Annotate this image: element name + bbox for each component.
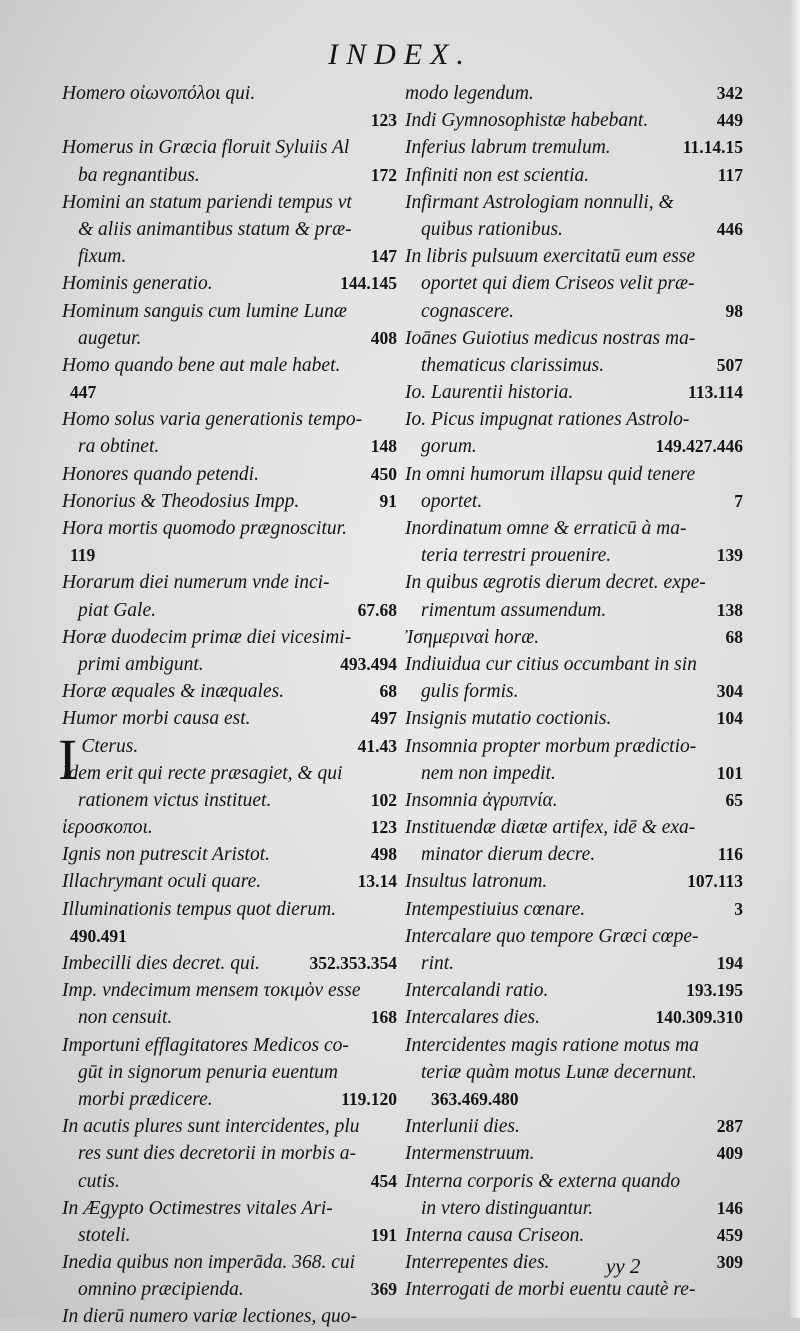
entry-text: Interna causa Criseon. — [405, 1224, 585, 1246]
index-entry — [62, 1032, 397, 1114]
entry-text — [58, 726, 139, 792]
entry-text: Illachrymant oculi quare. — [62, 871, 262, 893]
index-entry — [405, 379, 743, 406]
entry-text: Io. Picus impugnat rationes Astrolo- — [405, 409, 690, 431]
page-reference: 98 — [725, 300, 743, 321]
entry-text: Interna corporis & externa quando — [405, 1170, 681, 1192]
entry-text: oportet. — [421, 490, 483, 512]
entry-text: fixum. — [78, 246, 127, 268]
entry-text: In dierū numero variæ lectiones, quo- — [62, 1306, 357, 1328]
index-entry — [405, 569, 743, 623]
entry-text: minator dierum decre. — [421, 844, 596, 866]
entry-text: teria terrestri prouenire. — [421, 545, 612, 567]
page-reference: 7 — [734, 490, 743, 511]
entry-text: Intermenstruum. — [405, 1143, 535, 1165]
index-entry — [405, 162, 743, 189]
index-entry — [62, 705, 397, 732]
entry-text: Hominum sanguis cum lumine Lunæ — [62, 300, 347, 322]
page-reference: 119.120 — [341, 1088, 397, 1109]
page-reference: 116 — [717, 844, 743, 865]
entry-text: stoteli. — [78, 1224, 131, 1246]
entry-text: morbi prædicere. — [78, 1088, 213, 1110]
entry-text: Homo solus varia generationis tempo- — [62, 409, 363, 431]
index-entry — [62, 678, 397, 705]
entry-text: Homini an statum pariendi tempus vt — [62, 191, 352, 213]
index-entry — [62, 352, 397, 406]
index-entry — [405, 189, 743, 243]
entry-text: nem non impedit. — [421, 762, 556, 784]
index-entry — [62, 868, 397, 895]
page-reference: 408 — [370, 327, 397, 348]
entry-text: Interrogati de morbi euentu cautè re- — [405, 1279, 696, 1301]
page-reference: 148 — [370, 436, 397, 457]
entry-text: Homo quando bene aut male habet. — [62, 354, 341, 376]
entry-text: In omni humorum illapsu quid tenere — [405, 463, 696, 485]
entry-text: Intercalandi ratio. — [405, 980, 549, 1002]
index-entry — [62, 841, 397, 868]
entry-text: Imbecilli dies decret. qui. — [62, 953, 261, 974]
entry-text: Importuni efflagitatores Medicos co- — [62, 1034, 349, 1056]
entry-text: Insomnia ἀγρυπνία. — [405, 789, 558, 811]
index-entry — [62, 515, 397, 569]
index-entry — [62, 298, 397, 352]
index-entry — [405, 406, 743, 460]
drop-cap: I — [58, 726, 78, 792]
page-reference: 194 — [716, 953, 743, 973]
index-entry — [405, 814, 743, 868]
index-entry — [62, 950, 397, 977]
page-edge — [790, 0, 800, 1318]
page-reference: 113.114 — [688, 382, 743, 403]
entry-text: modo legendum. — [405, 83, 534, 104]
index-entry — [405, 787, 743, 814]
page-reference: 490.491 — [70, 925, 127, 946]
index-entry — [405, 134, 743, 161]
index-entry — [405, 1222, 743, 1249]
entry-text: teriæ quàm motus Lunæ decernunt. — [421, 1061, 697, 1083]
entry-text: Honores quando petendi. — [62, 463, 259, 485]
page-reference: 172 — [370, 164, 397, 185]
entry-text: Imp. vndecimum mensem τοκιμὸν esse — [62, 980, 361, 1002]
index-entry — [405, 896, 743, 923]
entry-text: cutis. — [78, 1170, 120, 1192]
page-reference: 65 — [725, 789, 743, 810]
entry-text: ἱεροσκοποι. — [62, 817, 153, 839]
page-reference: 497 — [370, 708, 397, 729]
entry-text: rimentum assumendum. — [421, 599, 607, 621]
page-reference: 123 — [370, 817, 397, 838]
page-reference: 352.353.354 — [309, 953, 397, 973]
entry-text: Intercalare quo tempore Græci cœpe- — [405, 925, 699, 947]
index-entry — [62, 814, 397, 841]
index-column-left — [58, 80, 397, 1331]
index-entry — [62, 80, 397, 134]
entry-text: Intercidentes magis ratione motus ma — [405, 1034, 699, 1056]
index-entry — [405, 80, 743, 107]
index-entry — [405, 515, 743, 569]
page-reference: 67.68 — [357, 599, 397, 620]
entry-text: oportet qui diem Criseos velit præ- — [421, 273, 695, 295]
entry-text: Idem erit qui recte præsagiet, & qui — [62, 762, 343, 784]
page-reference: 446 — [716, 218, 743, 239]
page-reference: 104 — [716, 708, 743, 729]
entry-text: Ioānes Guiotius medicus nostras ma- — [405, 327, 696, 349]
entry-text: gorum. — [421, 436, 477, 458]
entry-text: res sunt dies decretorii in morbis a- — [78, 1143, 357, 1165]
entry-text: Honorius & Theodosius Impp. — [62, 490, 300, 512]
page-reference: 119 — [70, 545, 96, 566]
index-entry — [405, 651, 743, 705]
page-reference: 447 — [70, 382, 97, 403]
entry-text: thematicus clarissimus. — [421, 354, 605, 376]
index-entry — [405, 1113, 743, 1140]
entry-text: In quibus ægrotis dierum decret. expe- — [405, 572, 706, 594]
page-reference: 369 — [370, 1279, 397, 1300]
entry-text: Infiniti non est scientia. — [405, 164, 590, 186]
page-reference: 11.14.15 — [682, 137, 743, 158]
entry-text: Homero οἰωνοπόλοι qui. — [62, 83, 256, 104]
page-reference: 102 — [370, 789, 397, 810]
page-reference: 459 — [716, 1224, 743, 1245]
entry-text: Insultus latronum. — [405, 871, 548, 893]
index-entry — [62, 406, 397, 460]
index-entry — [405, 1032, 743, 1114]
page-reference: 146 — [716, 1197, 743, 1218]
page-reference: 168 — [370, 1007, 397, 1028]
page-reference: 191 — [370, 1224, 397, 1245]
entry-text: Ignis non putrescit Aristot. — [62, 844, 271, 866]
index-entry — [62, 270, 397, 297]
entry-text: Ἰσημεριναὶ horæ. — [405, 626, 540, 648]
entry-text: Inedia quibus non imperāda. 368. cui — [62, 1252, 356, 1274]
entry-text: gūt in signorum penuria euentum — [78, 1061, 338, 1083]
entry-text: Interlunii dies. — [405, 1116, 520, 1138]
entry-text: gulis formis. — [421, 681, 519, 703]
entry-text: Insomnia propter morbum prædictio- — [405, 735, 697, 757]
entry-text: Insignis mutatio coctionis. — [405, 708, 612, 730]
page-reference: 68 — [379, 681, 397, 702]
signature-mark: yy 2 — [606, 1254, 641, 1278]
entry-text: Intercalares dies. — [405, 1007, 541, 1029]
index-entry — [405, 325, 743, 379]
index-entry — [62, 977, 397, 1031]
page-reference: 454 — [370, 1170, 397, 1191]
entry-text: Instituendæ diætæ artifex, idē & exa- — [405, 817, 696, 839]
index-entry — [405, 624, 743, 651]
index-entry — [62, 134, 397, 188]
page-reference: 123 — [370, 110, 397, 131]
entry-text: & aliis animantibus statum & præ- — [78, 218, 352, 240]
page-reference: 450 — [370, 463, 397, 484]
page-reference: 13.14 — [357, 871, 397, 892]
entry-text: in vtero distinguantur. — [421, 1197, 594, 1219]
page-reference: 138 — [716, 599, 743, 620]
index-entry — [405, 733, 743, 787]
page-reference: 309 — [716, 1252, 743, 1273]
entry-text: Io. Laurentii historia. — [405, 382, 574, 404]
index-entry — [62, 760, 397, 814]
index-entry — [405, 107, 743, 134]
entry-text: In Ægypto Octimestres vitales Ari- — [62, 1197, 333, 1219]
entry-text: cognascere. — [421, 300, 514, 322]
page-reference: 342 — [716, 83, 743, 103]
entry-text: Hora mortis quomodo prægnoscitur. — [62, 518, 347, 539]
index-entry — [62, 1195, 397, 1249]
index-entry — [405, 923, 743, 977]
index-entry — [62, 896, 397, 950]
index-entry — [62, 1249, 397, 1303]
page-reference: 507 — [716, 354, 743, 375]
index-entry — [405, 705, 743, 732]
page-reference: 147 — [370, 246, 397, 267]
entry-text: Hominis generatio. — [62, 273, 213, 295]
page-reference: 498 — [370, 844, 397, 865]
page-reference: 493.494 — [340, 653, 397, 674]
entry-text: piat Gale. — [78, 599, 156, 621]
entry-text: omnino præcipienda. — [78, 1279, 244, 1301]
index-entry — [62, 488, 397, 515]
page-title: INDEX. — [328, 38, 472, 71]
entry-text: Inordinatum omne & erraticū à ma- — [405, 518, 687, 539]
page-reference: 107.113 — [687, 871, 743, 892]
index-entry — [405, 977, 743, 1004]
page-reference: 41.43 — [357, 735, 397, 756]
entry-text: In acutis plures sunt intercidentes, plu — [62, 1116, 360, 1138]
page-reference: 101 — [716, 762, 743, 783]
page-reference: 117 — [717, 164, 743, 185]
index-entry — [405, 1004, 743, 1031]
page-reference: 409 — [716, 1143, 743, 1164]
index-entry — [62, 1303, 397, 1330]
index-entry — [62, 569, 397, 623]
entry-text: Homerus in Græcia floruit Syluiis Al — [62, 137, 350, 159]
entry-text: primi ambigunt. — [78, 653, 204, 675]
entry-text: Interrepentes dies. — [405, 1252, 550, 1274]
entry-text: rationem victus instituet. — [78, 789, 272, 811]
entry-text: Horarum diei numerum vnde inci- — [62, 572, 330, 594]
entry-text: Illuminationis tempus quot dierum. — [62, 898, 337, 920]
index-entry — [405, 461, 743, 515]
page-reference: 144.145 — [340, 273, 397, 294]
page-reference: 304 — [716, 681, 743, 702]
entry-text: Humor morbi causa est. — [62, 708, 251, 730]
index-entry — [62, 1113, 397, 1195]
entry-text: augetur. — [78, 327, 142, 349]
index-entry — [405, 1168, 743, 1222]
page-reference: 287 — [716, 1116, 743, 1137]
entry-text: In libris pulsuum exercitatū eum esse — [405, 246, 696, 268]
page-reference: 68 — [725, 626, 743, 647]
index-entry — [62, 189, 397, 271]
entry-text: Horæ duodecim primæ diei vicesimi- — [62, 626, 352, 648]
index-column-right — [405, 80, 743, 1303]
entry-text: rint. — [421, 953, 455, 974]
entry-text: Intempestiuius cœnare. — [405, 898, 586, 920]
page-reference: 149.427.446 — [655, 436, 743, 457]
page-reference: 140.309.310 — [655, 1007, 743, 1028]
page-reference: 3 — [734, 898, 743, 919]
index-entry — [405, 1140, 743, 1167]
page-reference: 139 — [716, 545, 743, 566]
entry-text-rest: Cterus. — [81, 735, 139, 757]
index-entry — [62, 624, 397, 678]
index-entry — [405, 1249, 743, 1276]
entry-text: non censuit. — [78, 1007, 173, 1029]
page-reference: 363.469.480 — [431, 1088, 519, 1109]
page-reference: 91 — [379, 490, 397, 511]
entry-text: Indi Gymnosophistæ habebant. — [405, 110, 649, 132]
entry-text: Infirmant Astrologiam nonnulli, & — [405, 191, 674, 213]
page-reference: 193.195 — [686, 980, 743, 1001]
entry-text: ra obtinet. — [78, 436, 160, 458]
entry-text: Inferius labrum tremulum. — [405, 137, 611, 159]
page-reference: 449 — [716, 110, 743, 131]
index-entry — [405, 1276, 743, 1303]
entry-text: quibus rationibus. — [421, 218, 563, 240]
index-entry — [405, 243, 743, 325]
entry-text: Indiuidua cur citius occumbant in sin — [405, 653, 697, 675]
entry-text: Horæ æquales & inæquales. — [62, 681, 285, 703]
index-entry — [405, 868, 743, 895]
entry-text: ba regnantibus. — [78, 164, 200, 186]
index-entry — [62, 461, 397, 488]
